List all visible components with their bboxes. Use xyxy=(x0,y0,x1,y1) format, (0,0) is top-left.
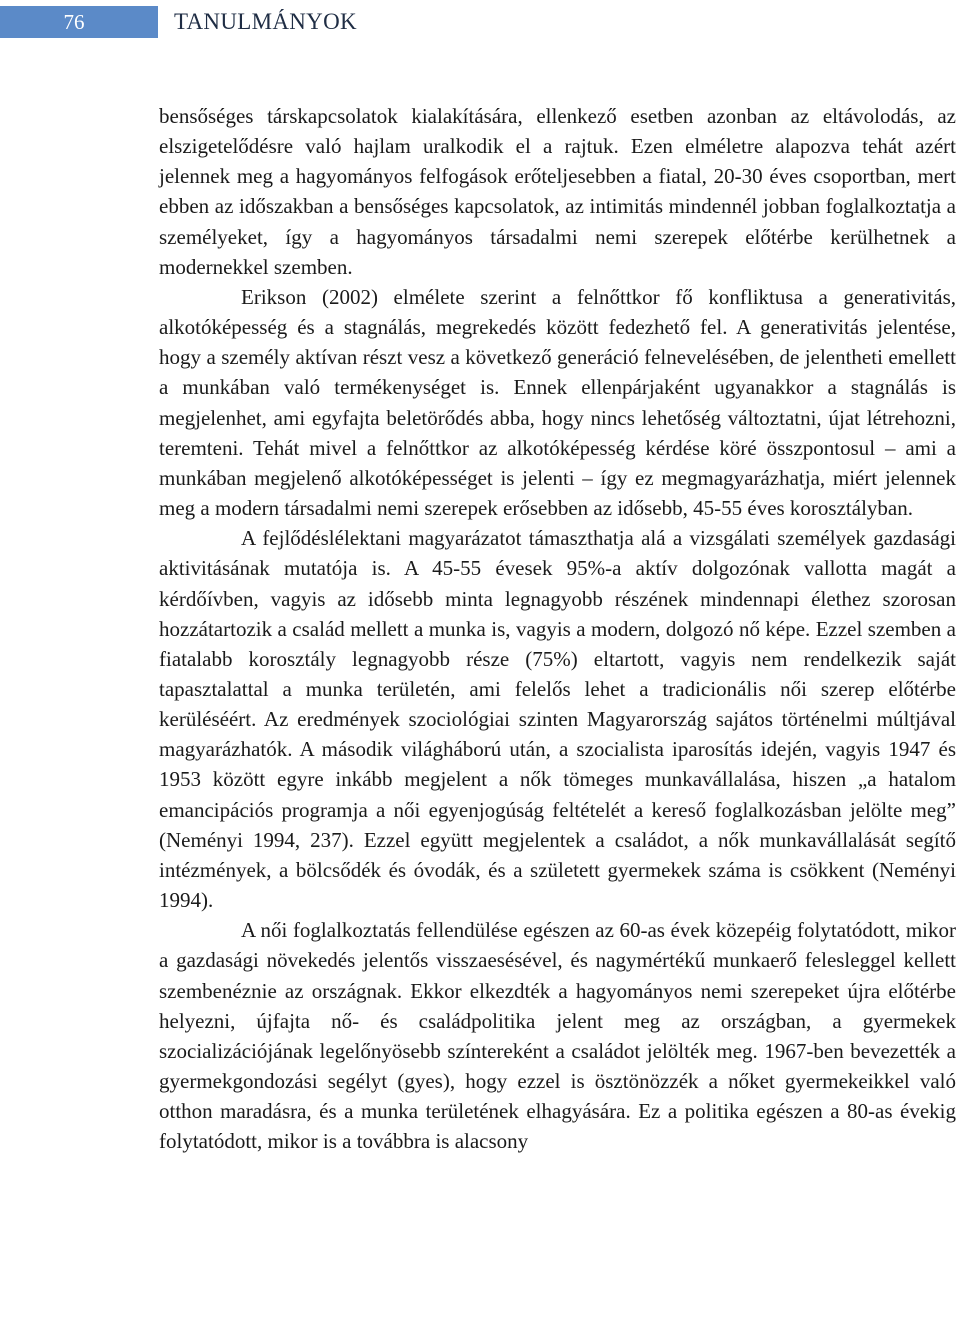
paragraph-3: A fejlődéslélektani magyarázatot támaszthatja alá a vizsgálati személyek gazdasági aktivitásának mutatója is. A 45-55 évesek 95%-a aktív dolgozónak vallotta magát a kérdőívben, vagyis az idősebb minta legnagyobb részének mindennapi élethez szorosan hozzátartozik a család mellett a munka is, vagyis a modern, dolgozó nő képe. Ezzel szemben a fiatalabb korosztály legnagyobb része (75%) eltartott, vagyis nem rendelkezik saját tapasztalattal a munka területén, ami felelős lehet a tradicionális női szerep előtérbe kerüléséért. Az eredmények szociológiai szinten Magyarország sajátos történelmi múltjával magyarázhatók. A második világháború után, a szocialista iparosítás idején, vagyis 1947 és 1953 között egyre inkább megjelent a nők tömeges munkavállalása, hiszen „a hatalom emancipációs programja a női egyenjogúság feltételét a kereső foglalkozásban jelölte meg” (Neményi 1994, 237). Ezzel együtt megjelentek a családot, a nők munkavállalását segítő intézmények, a bölcsődék és óvodák, és a született gyermekek száma is csökkent (Neményi 1994). xyxy=(159,526,956,913)
paragraph-1: bensőséges társkapcsolatok kialakítására, ellenkező esetben azonban az eltávolodás, az elszigetelődésre való hajlam uralkodik el a rajtuk. Ezen elméletre alapozva tehát azért jelennek meg a hagyományos felfogások erőteljesebben a fiatal, 20-30 éves csoportban, mert ebben az időszakban a bensőséges kapcsolatok, az intimitás mindennél jobban foglalkoztatja a személyeket, így a hagyományos társadalmi nemi szerepek előtérbe kerülhetnek a modernekkel szemben. xyxy=(159,104,956,279)
paragraph-4: A női foglalkoztatás fellendülése egészen az 60-as évek közepéig folytatódott, mikor a gazdasági növekedés jelentős visszaesésével, és nagymértékű munkaerő felesleggel kellett szembenéznie az országnak. Ekkor elkezdték a hagyományos nemi szerepeket újra előtérbe helyezni, újfajta nő- és családpolitika jelent meg az országban, a gyermekek szocializációjának legelőnyösebb színtereként a családot jelölték meg. 1967-ben bevezették a gyermekgondozási segélyt (gyes), hogy ezzel is ösztönözzék a nőket gyermekeikkel való otthon maradásra, és a munka területének elhagyására. Ez a politika egészen a 80-as évekig folytatódott, mikor is a továbbra is alacsony xyxy=(159,918,956,1154)
page-number: 76 xyxy=(0,6,158,38)
article-body xyxy=(159,101,956,1156)
paragraph-2: Erikson (2002) elmélete szerint a felnőttkor fő konfliktusa a generativitás, alkotóképesség és a stagnálás, megrekedés között fedezhető fel. A generativitás jelentése, hogy a személy aktívan részt vesz a következő generáció felnevelésében, de jelentheti emellett a munkában való termékenységet is. Ennek ellenpárjaként ugyanakkor a stagnálás is megjelenhet, ami egyfajta beletörődés abba, hogy nincs lehetőség változtatni, újat létrehozni, teremteni. Tehát mivel a felnőttkor az alkotóképesség kérdése köré összpontosul – ami a munkában megjelenő alkotóképességet is jelenti – így ez megmagyarázhatja, miért jelennek meg a modern társadalmi nemi szerepek erősebben az idősebb, 45-55 éves korosztályban. xyxy=(159,284,956,521)
page-header xyxy=(0,4,960,38)
section-title: TANULMÁNYOK xyxy=(174,9,357,34)
